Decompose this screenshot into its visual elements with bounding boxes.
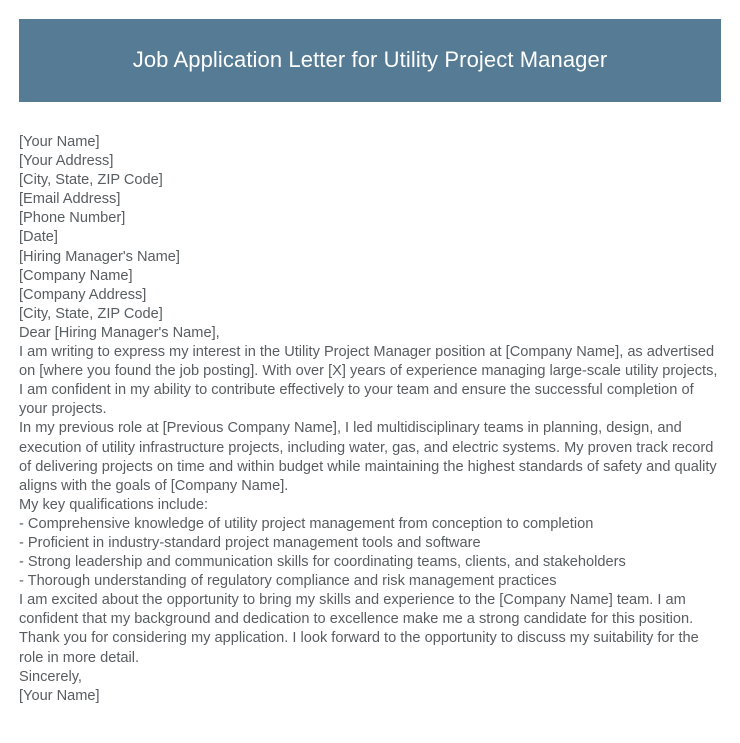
paragraph-introduction: I am writing to express my interest in the Utility Project Manager position at [Company Name], as advertised on [where you found the job posting]. With over [X] years of experience managing large-scale utility projects, I am confident in my ability to contribute effectively to your team and ensure the successful completion of your projects. xyxy=(19,344,718,418)
signature-name: [Your Name] xyxy=(19,687,100,704)
qualifications-intro: My key qualifications include: xyxy=(19,496,208,513)
letter-content xyxy=(19,133,721,706)
closing-salutation: Sincerely, xyxy=(19,668,82,685)
recipient-address-block xyxy=(19,248,721,324)
paragraph-experience: In my previous role at [Previous Company Name], I led multidisciplinary teams in planning, design, and execution of utility infrastructure projects, including water, gas, and electric systems. My proven track record of delivering projects on time and within budget while maintaining the highest standards of safety and quality aligns with the goals of [Company Name]. xyxy=(19,420,717,494)
document-header-banner xyxy=(19,19,721,102)
sender-line-phone: [Phone Number] xyxy=(19,210,126,227)
list-item: - Proficient in industry-standard project management tools and software xyxy=(19,534,481,551)
recipient-line-manager-name: [Hiring Manager's Name] xyxy=(19,248,180,265)
sender-line-address: [Your Address] xyxy=(19,153,114,170)
page-title: Job Application Letter for Utility Project Manager xyxy=(132,47,608,73)
sender-line-email: [Email Address] xyxy=(19,191,121,208)
sender-line-name: [Your Name] xyxy=(19,134,100,150)
recipient-line-company-address: [Company Address] xyxy=(19,286,147,303)
recipient-line-city-state-zip: [City, State, ZIP Code] xyxy=(19,305,163,322)
paragraph-thank-you: Thank you for considering my application. I look forward to the opportunity to discuss my suitability for the role in more detail. xyxy=(19,630,699,666)
sender-address-block xyxy=(19,133,721,248)
list-item: - Strong leadership and communication skills for coordinating teams, clients, and stakeholders xyxy=(19,554,626,571)
sender-line-city-state-zip: [City, State, ZIP Code] xyxy=(19,172,163,189)
list-item: - Thorough understanding of regulatory compliance and risk management practices xyxy=(19,573,557,590)
sender-line-date: [Date] xyxy=(19,229,58,246)
salutation: Dear [Hiring Manager's Name], xyxy=(19,324,220,341)
recipient-line-company-name: [Company Name] xyxy=(19,267,133,284)
qualifications-list xyxy=(19,515,721,591)
list-item: - Comprehensive knowledge of utility project management from conception to completion xyxy=(19,515,594,532)
paragraph-enthusiasm: I am excited about the opportunity to bring my skills and experience to the [Company Name] team. I am confident that my background and dedication to excellence make me a strong candidate for this position. xyxy=(19,592,694,628)
